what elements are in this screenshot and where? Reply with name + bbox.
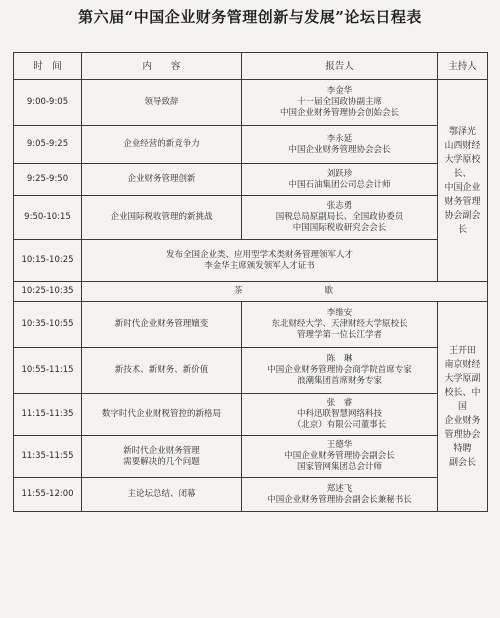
- speaker-line: 中国石油集团公司总会计师: [288, 179, 391, 190]
- speaker-line: 管理学第一位长江学者: [296, 330, 382, 340]
- host-cell-late: [438, 302, 488, 512]
- time-cell: 11:55-12:00: [14, 478, 82, 512]
- host-line: 管理协会: [444, 429, 481, 440]
- schedule-row: [14, 164, 488, 196]
- content-cell: [82, 240, 438, 282]
- content-line: 领导致辞: [144, 97, 179, 107]
- tea-label: 茶: [233, 286, 245, 296]
- speaker-line: 十一届全国政协副主席: [296, 97, 382, 107]
- page-title: 第六届“中国企业财务管理创新与发展”论坛日程表: [78, 8, 422, 26]
- content-cell: [82, 348, 242, 394]
- speaker-cell: [242, 80, 438, 126]
- content-line: 新技术、新财务、新价值: [114, 365, 209, 375]
- speaker-line: 刘跃珍: [326, 168, 353, 179]
- schedule-row: [14, 394, 488, 436]
- speaker-line: 李维安: [326, 308, 353, 318]
- speaker-line: 张志勇: [326, 201, 353, 211]
- time-cell: 9:25-9:50: [14, 164, 82, 196]
- speaker-line: （北京）有限公司董事长: [292, 420, 387, 430]
- content-cell: [82, 164, 242, 196]
- speaker-line: 李永延: [326, 133, 353, 144]
- host-line: 大学原校: [444, 154, 481, 165]
- schedule-row: [14, 436, 488, 478]
- header-host: 主持人: [438, 53, 488, 80]
- schedule-row: [14, 240, 488, 282]
- speaker-line: 中国企业财务管理协会创始会长: [279, 108, 399, 118]
- content-cell: [82, 478, 242, 512]
- host-line: 副会长: [448, 457, 476, 468]
- content-line: 企业经营的新竞争力: [123, 139, 200, 149]
- host-line: 王开田: [448, 345, 476, 356]
- speaker-line: 中国企业财务管理协会商学院首席专家: [267, 365, 412, 375]
- host-line: 协会副会: [444, 210, 481, 221]
- speaker-line: 李金华: [326, 86, 353, 96]
- time-cell: 10:15-10:25: [14, 240, 82, 282]
- speaker-cell: [242, 164, 438, 196]
- header-row: [14, 53, 488, 80]
- host-line: 长、: [453, 168, 472, 179]
- host-line: 校长、中国: [444, 387, 481, 412]
- content-line: 企业财务管理创新: [127, 174, 196, 184]
- content-cell: [82, 302, 242, 348]
- speaker-line: 郑述飞: [326, 483, 353, 494]
- tea-break-cell: [82, 282, 488, 302]
- speaker-cell: [242, 302, 438, 348]
- host-cell-morning: [438, 80, 488, 282]
- speaker-line: 王德华: [326, 440, 353, 450]
- time-cell: 9:05-9:25: [14, 126, 82, 164]
- time-cell: 9:50-10:15: [14, 196, 82, 240]
- speaker-cell: [242, 196, 438, 240]
- time-cell: 11:35-11:55: [14, 436, 82, 478]
- content-line: 新时代企业财务管理嬗变: [114, 319, 209, 329]
- schedule-row: [14, 478, 488, 512]
- speaker-line: 浪潮集团首席财务专家: [296, 376, 382, 386]
- speaker-line: 国税总局原副局长、全国政协委员: [275, 212, 404, 222]
- content-line: 企业国际税收管理的新挑战: [110, 212, 213, 222]
- schedule-row: [14, 302, 488, 348]
- speaker-line: 张 睿: [326, 398, 353, 408]
- host-line: 中国企业: [444, 182, 481, 193]
- host-line: 南京财经: [444, 359, 481, 370]
- speaker-cell: [242, 436, 438, 478]
- schedule-row: [14, 196, 488, 240]
- host-line: 长: [457, 224, 467, 235]
- schedule-row: [14, 126, 488, 164]
- schedule-body: [14, 80, 488, 512]
- content-line: 数字时代企业财税管控的新格局: [101, 409, 221, 419]
- host-line: 大学原副: [444, 373, 481, 384]
- content-cell: [82, 80, 242, 126]
- time-cell: 10:25-10:35: [14, 282, 82, 302]
- host-line: 企业财务: [444, 415, 481, 426]
- time-cell: 9:00-9:05: [14, 80, 82, 126]
- schedule-row: [14, 282, 488, 302]
- host-line: 山西财经: [444, 140, 481, 151]
- break-label: 歇: [324, 286, 336, 296]
- content-line: 主论坛总结、闭幕: [127, 489, 196, 499]
- content-cell: [82, 196, 242, 240]
- schedule-row: [14, 80, 488, 126]
- content-line: 需要解决的几个问题: [123, 456, 200, 467]
- speaker-line: 中国国际税收研究会会长: [292, 223, 387, 233]
- time-cell: 10:35-10:55: [14, 302, 82, 348]
- speaker-line: 东北财经大学、天津财经大学原校长: [271, 319, 408, 329]
- speaker-cell: [242, 126, 438, 164]
- host-line: 财务管理: [444, 196, 481, 207]
- speaker-line: 中科迅联智慧网络科技: [296, 409, 382, 419]
- speaker-line: 国家管网集团总会计师: [296, 462, 382, 472]
- host-line: 特聘: [453, 443, 472, 454]
- speaker-cell: [242, 348, 438, 394]
- content-line: 新时代企业财务管理: [123, 445, 200, 456]
- schedule-row: [14, 348, 488, 394]
- content-cell: [82, 126, 242, 164]
- speaker-line: 陈 琳: [326, 354, 353, 364]
- speaker-cell: [242, 478, 438, 512]
- speaker-line: 中国企业财务管理协会副会长: [284, 451, 395, 461]
- host-line: 鄂泽光: [448, 126, 476, 137]
- speaker-cell: [242, 394, 438, 436]
- schedule-table: [13, 52, 488, 512]
- speaker-line: 中国企业财务管理协会会长: [288, 144, 391, 155]
- content-cell: [82, 394, 242, 436]
- content-cell: [82, 436, 242, 478]
- header-content: 内 容: [82, 53, 242, 80]
- header-speaker: 报告人: [242, 53, 438, 80]
- content-line: 发布全国企业类、应用型学术类财务管理领军人才: [165, 249, 353, 260]
- time-cell: 10:55-11:15: [14, 348, 82, 394]
- content-line: 李金华主席颁发领军人才证书: [204, 260, 315, 271]
- header-time: 时 间: [14, 53, 82, 80]
- speaker-line: 中国企业财务管理协会副会长兼秘书长: [267, 494, 412, 505]
- time-cell: 11:15-11:35: [14, 394, 82, 436]
